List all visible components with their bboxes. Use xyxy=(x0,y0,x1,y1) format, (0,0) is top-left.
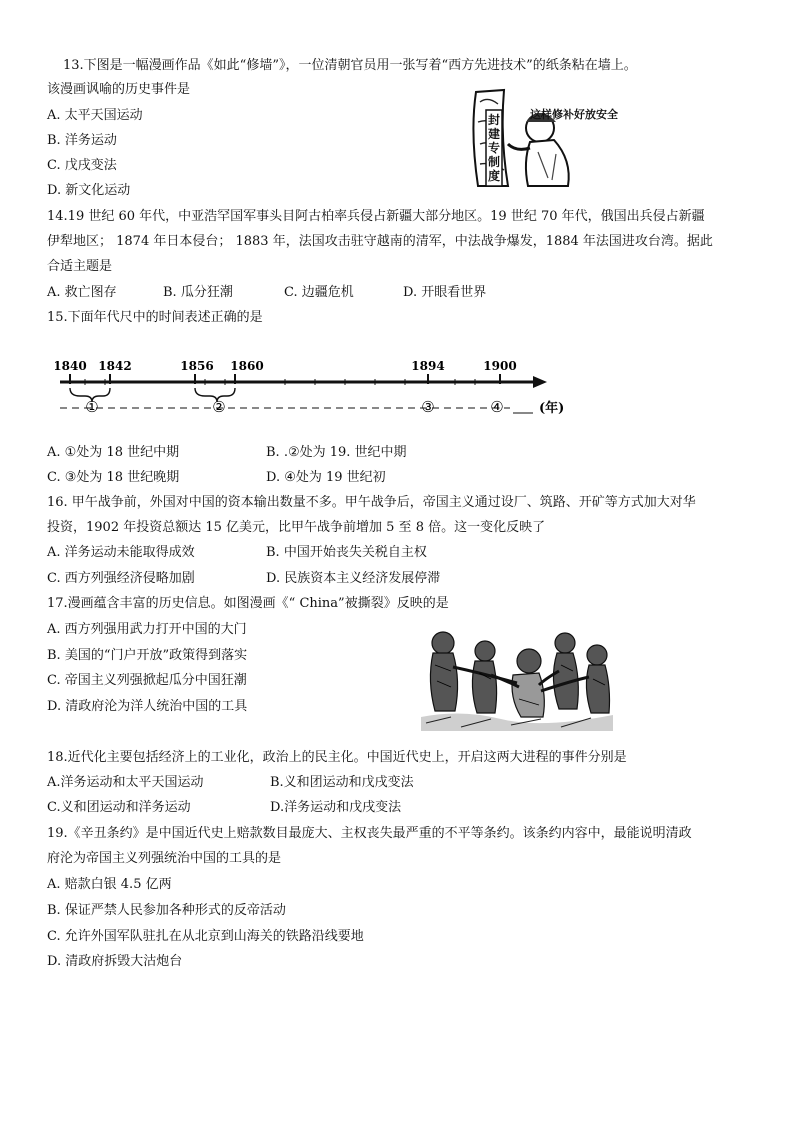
q13-option-c: C. 戊戌变法 xyxy=(47,158,117,173)
q19-stem-line2: 府沦为帝国主义列强统治中国的工具的是 xyxy=(47,851,282,866)
timeline-mark-1: ① xyxy=(85,398,99,416)
timeline-arrow xyxy=(533,376,547,388)
q14-option-a: A. 救亡图存 xyxy=(47,285,117,300)
timeline-year-1842: 1842 xyxy=(98,359,132,373)
q17-stem: 17.漫画蕴含丰富的历史信息。如图漫画《“ China”被撕裂》反映的是 xyxy=(47,596,449,611)
q18-option-d: D.洋务运动和戊戌变法 xyxy=(270,800,402,815)
q13-wall-text-3: 专 xyxy=(487,141,501,155)
q16-option-d: D. 民族资本主义经济发展停滞 xyxy=(266,571,441,586)
timeline-year-1860: 1860 xyxy=(230,359,264,373)
timeline-mark-4: ④ xyxy=(490,398,504,416)
q19-option-c: C. 允许外国军队驻扎在从北京到山海关的铁路沿线要地 xyxy=(47,929,364,944)
q19-option-d: D. 清政府拆毁大沽炮台 xyxy=(47,954,183,969)
q14-stem-line1: 14.19 世纪 60 年代，中亚浩罕国军事头目阿古柏率兵侵占新疆大部分地区。19 世纪 70 年代，俄国出兵侵占新疆 xyxy=(47,209,705,224)
q17-option-a: A. 西方列强用武力打开中国的大门 xyxy=(47,622,247,637)
q16-stem-line2: 投资，1902 年投资总额达 15 亿美元，比甲午战争前增加 5 至 8 倍。这一变化反映了 xyxy=(47,520,546,535)
q18-option-a: A.洋务运动和太平天国运动 xyxy=(47,775,204,790)
timeline-year-1894: 1894 xyxy=(411,359,445,373)
q13-stem-line1: 13.下图是一幅漫画作品《如此“修墙”》，一位清朝官员用一张写着“西方先进技术”的纸条粘在墙上。 xyxy=(63,58,637,73)
q17-option-b: B. 美国的“门户开放”政策得到落实 xyxy=(47,648,248,663)
timeline-mark-2: ② xyxy=(212,398,226,416)
q13-option-d: D. 新文化运动 xyxy=(47,183,131,198)
q13-option-a: A. 太平天国运动 xyxy=(47,108,143,123)
q15-option-b: B. .②处为 19. 世纪中期 xyxy=(266,445,407,460)
timeline-year-1840: 1840 xyxy=(55,359,87,373)
q18-option-b: B.义和团运动和戊戌变法 xyxy=(270,775,414,790)
q14-stem-line3: 合适主题是 xyxy=(47,259,113,274)
q13-wall-text-2: 建 xyxy=(487,127,501,141)
q19-stem-line1: 19.《辛丑条约》是中国近代史上赔款数目最庞大、主权丧失最严重的不平等条约。该条约内容中，最能说明清政 xyxy=(47,826,692,841)
q13-option-b: B. 洋务运动 xyxy=(47,133,117,148)
q14-option-b: B. 瓜分狂潮 xyxy=(163,285,233,300)
q13-cartoon-image xyxy=(468,82,643,190)
timeline-year-1856: 1856 xyxy=(180,359,214,373)
q17-option-d: D. 清政府沦为洋人统治中国的工具 xyxy=(47,699,248,714)
q16-option-b: B. 中国开始丧失关税自主权 xyxy=(266,545,427,560)
q13-wall-text-5: 度 xyxy=(487,169,501,183)
q15-stem: 15.下面年代尺中的时间表述正确的是 xyxy=(47,310,263,325)
q13-wall-text-4: 制 xyxy=(487,155,501,169)
q19-option-b: B. 保证严禁人民参加各种形式的反帝活动 xyxy=(47,903,286,918)
q18-option-c: C.义和团运动和洋务运动 xyxy=(47,800,191,815)
q14-stem-line2: 伊犁地区； 1874 年日本侵台； 1883 年，法国攻击驻守越南的清军，中法战争爆发，1884 年法国进攻台湾。据此 xyxy=(47,234,713,249)
q13-wall-text-1: 封 xyxy=(487,113,501,127)
timeline-mark-3: ③ xyxy=(421,398,435,416)
q17-option-c: C. 帝国主义列强掀起瓜分中国狂潮 xyxy=(47,673,247,688)
q15-timeline xyxy=(55,350,575,425)
q19-option-a: A. 赔款白银 4.5 亿两 xyxy=(47,877,172,892)
q14-option-d: D. 开眼看世界 xyxy=(403,285,487,300)
q15-option-d: D. ④处为 19 世纪初 xyxy=(266,470,386,485)
q18-stem: 18.近代化主要包括经济上的工业化，政治上的民主化。中国近代史上，开启这两大进程的事件分别是 xyxy=(47,750,627,765)
q13-banner-text: 这样修补好放安全 xyxy=(530,108,618,121)
q15-option-a: A. ①处为 18 世纪中期 xyxy=(47,445,180,460)
q13-stem-line2: 该漫画讽喻的历史事件是 xyxy=(47,82,191,97)
q17-cartoon-image xyxy=(421,621,613,731)
q16-option-a: A. 洋务运动未能取得成效 xyxy=(47,545,195,560)
q14-option-c: C. 边疆危机 xyxy=(284,285,354,300)
timeline-unit: (年) xyxy=(539,401,565,416)
q15-option-c: C. ③处为 18 世纪晚期 xyxy=(47,470,180,485)
q16-stem-line1: 16. 甲午战争前，外国对中国的资本输出数量不多。甲午战争后，帝国主义通过设厂、筑路、开矿等方式加大对华 xyxy=(47,495,696,510)
q16-option-c: C. 西方列强经济侵略加剧 xyxy=(47,571,195,586)
timeline-year-1900: 1900 xyxy=(483,359,517,373)
